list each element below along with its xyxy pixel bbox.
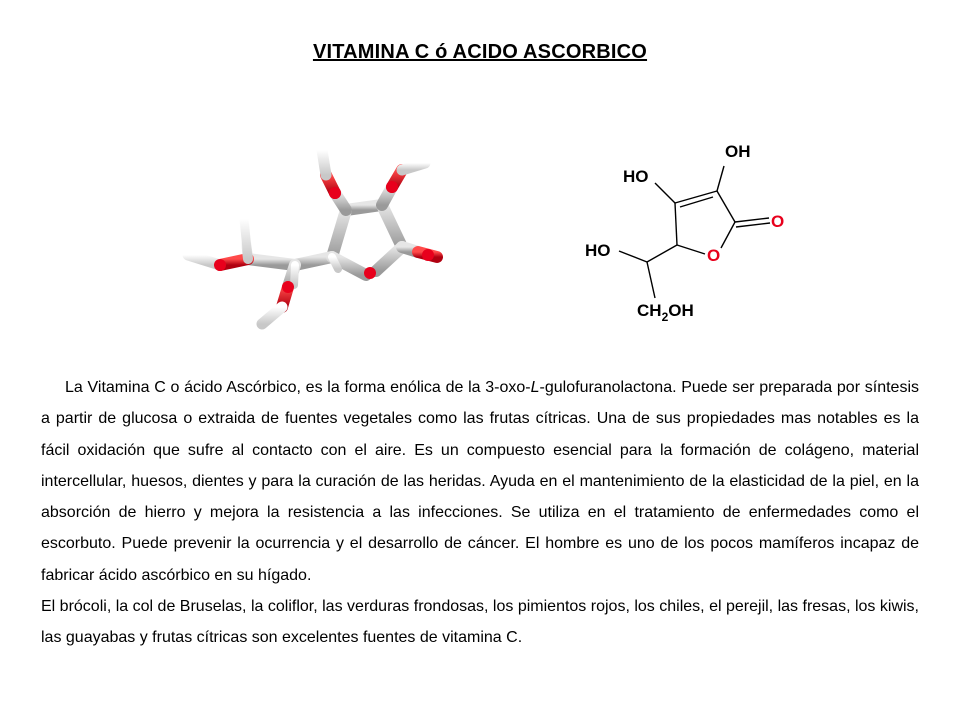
paragraph-part: La Vitamina C o ácido Ascórbico, es la forma enólica de la 3-oxo-: [65, 379, 531, 396]
label-o-carbonyl: O: [771, 212, 785, 231]
bond-line: [655, 183, 675, 203]
bond-line: [647, 262, 655, 298]
bond-line: [721, 222, 735, 248]
atom-oxygen: [422, 249, 434, 261]
paragraph-part: -gulofuranolactona. Puede ser preparada por síntesis a partir de glucosa o extraida de fuentes vegetales como las frutas cítricas. Una de sus propiedades mas notables es la fácil oxidación que sufre al contacto con el aire. Es un compuesto esencial para la formación de colágeno, material intercellular, huesos, dientes y para la curación de las heridas. Ayuda en el mantenimiento de la elasticidad de la piel, en la absorción de hierro y mejora la resistencia a las infecciones. Se utiliza en el tratamiento de enfermedades como el escorbuto. Puede prevenir la ocurrencia y el desarrollo de cáncer. El hombre es uno de los pocos mamíferos incapaz de fabricar ácido ascórbico en su hígado.: [41, 379, 920, 584]
atom-oxygen: [214, 259, 226, 271]
atom-oxygen: [364, 267, 376, 279]
label-oh-bottom: OH: [668, 301, 694, 320]
label-o-ring: O: [707, 246, 721, 265]
bond-c-c: [382, 205, 402, 247]
atom-oxygen: [386, 181, 398, 193]
bond-h: [322, 150, 326, 175]
paragraph-description: [41, 372, 919, 591]
molecule-skeletal-structure: [575, 135, 790, 330]
atom-oxygen: [282, 281, 294, 293]
label-ch2oh: [637, 301, 694, 324]
bond-line: [735, 218, 769, 222]
label-ch: CH: [637, 301, 662, 320]
label-subscript-2: 2: [661, 310, 669, 324]
bond-line: [619, 251, 647, 262]
bond-c-c: [248, 259, 295, 265]
italic-l: L: [530, 379, 540, 396]
bond-double: [736, 223, 770, 227]
paragraph-sources: El brócoli, la col de Bruselas, la coliflor, las verduras frondosas, los pimientos rojos, los chiles, el perejil, las fresas, los kiwis, las guayabas y frutas cítricas son excelentes fuentes de vitamina C.: [41, 598, 919, 647]
label-ho-side: HO: [585, 241, 611, 260]
bond-h: [244, 219, 248, 259]
bond-line: [717, 191, 735, 222]
bond-line: [675, 203, 677, 245]
label-ho-left: HO: [623, 167, 649, 186]
body-text: [41, 372, 919, 654]
bond-line: [677, 245, 705, 254]
bond-h: [402, 163, 425, 170]
bond-h: [332, 257, 338, 269]
label-oh-top: OH: [725, 142, 751, 161]
page-title: VITAMINA C ó ACIDO ASCORBICO: [312, 41, 648, 63]
bond-h: [294, 265, 295, 285]
atom-oxygen: [329, 187, 341, 199]
bond-h: [262, 307, 282, 324]
bond-line: [717, 166, 724, 191]
bond-line: [647, 245, 677, 262]
molecule-3d-model: [170, 135, 460, 340]
bond-c-c: [332, 210, 346, 257]
bond-double: [680, 197, 713, 207]
